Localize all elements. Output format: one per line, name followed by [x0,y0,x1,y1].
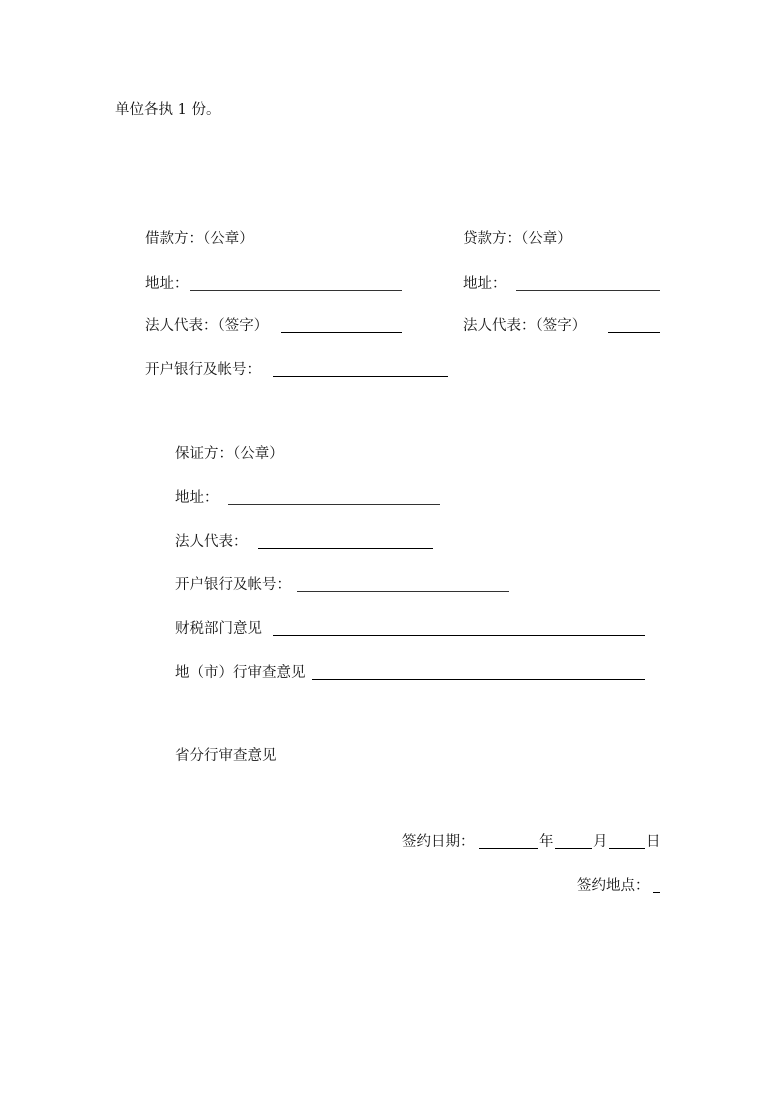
guarantor-address-field[interactable] [228,504,440,505]
signing-year-unit: 年 [539,834,554,850]
guarantor-title: 保证方：（公章） [175,446,284,462]
city-branch-opinion-field[interactable] [312,679,645,680]
guarantor-legal-rep-field[interactable] [258,548,433,549]
borrower-address-field[interactable] [190,290,402,291]
lender-legal-rep-field[interactable] [608,332,660,333]
borrower-legal-rep-label: 法人代表：（签字） [145,318,269,334]
signing-day-unit: 日 [646,834,661,850]
signing-date-label: 签约日期： [402,834,475,850]
guarantor-bank-account-field[interactable] [297,591,509,592]
borrower-bank-account-label: 开户银行及帐号： [145,362,261,378]
guarantor-bank-account-label: 开户银行及帐号： [175,577,291,593]
provincial-branch-opinion-label: 省分行审查意见 [175,748,277,764]
signing-place-label: 签约地点： [577,878,650,894]
city-branch-opinion-label: 地（市）行审查意见 [175,665,306,681]
signing-month-field[interactable] [555,848,592,849]
intro-tail-text: 单位各执 1 份。 [115,102,221,118]
finance-tax-opinion-label: 财税部门意见 [175,621,262,637]
borrower-legal-rep-field[interactable] [281,332,402,333]
guarantor-address-label: 地址： [175,490,219,506]
guarantor-legal-rep-label: 法人代表： [175,534,248,550]
signing-year-field[interactable] [479,848,538,849]
lender-legal-rep-label: 法人代表：（签字） [463,318,587,334]
borrower-title: 借款方：（公章） [145,231,254,247]
signing-day-field[interactable] [609,848,645,849]
lender-address-label: 地址： [463,276,507,292]
finance-tax-opinion-field[interactable] [273,635,645,636]
borrower-address-label: 地址： [145,276,189,292]
lender-address-field[interactable] [516,290,660,291]
signing-place-field[interactable] [653,892,660,893]
borrower-bank-account-field[interactable] [273,376,448,377]
lender-title: 贷款方：（公章） [463,231,572,247]
signing-month-unit: 月 [593,834,608,850]
